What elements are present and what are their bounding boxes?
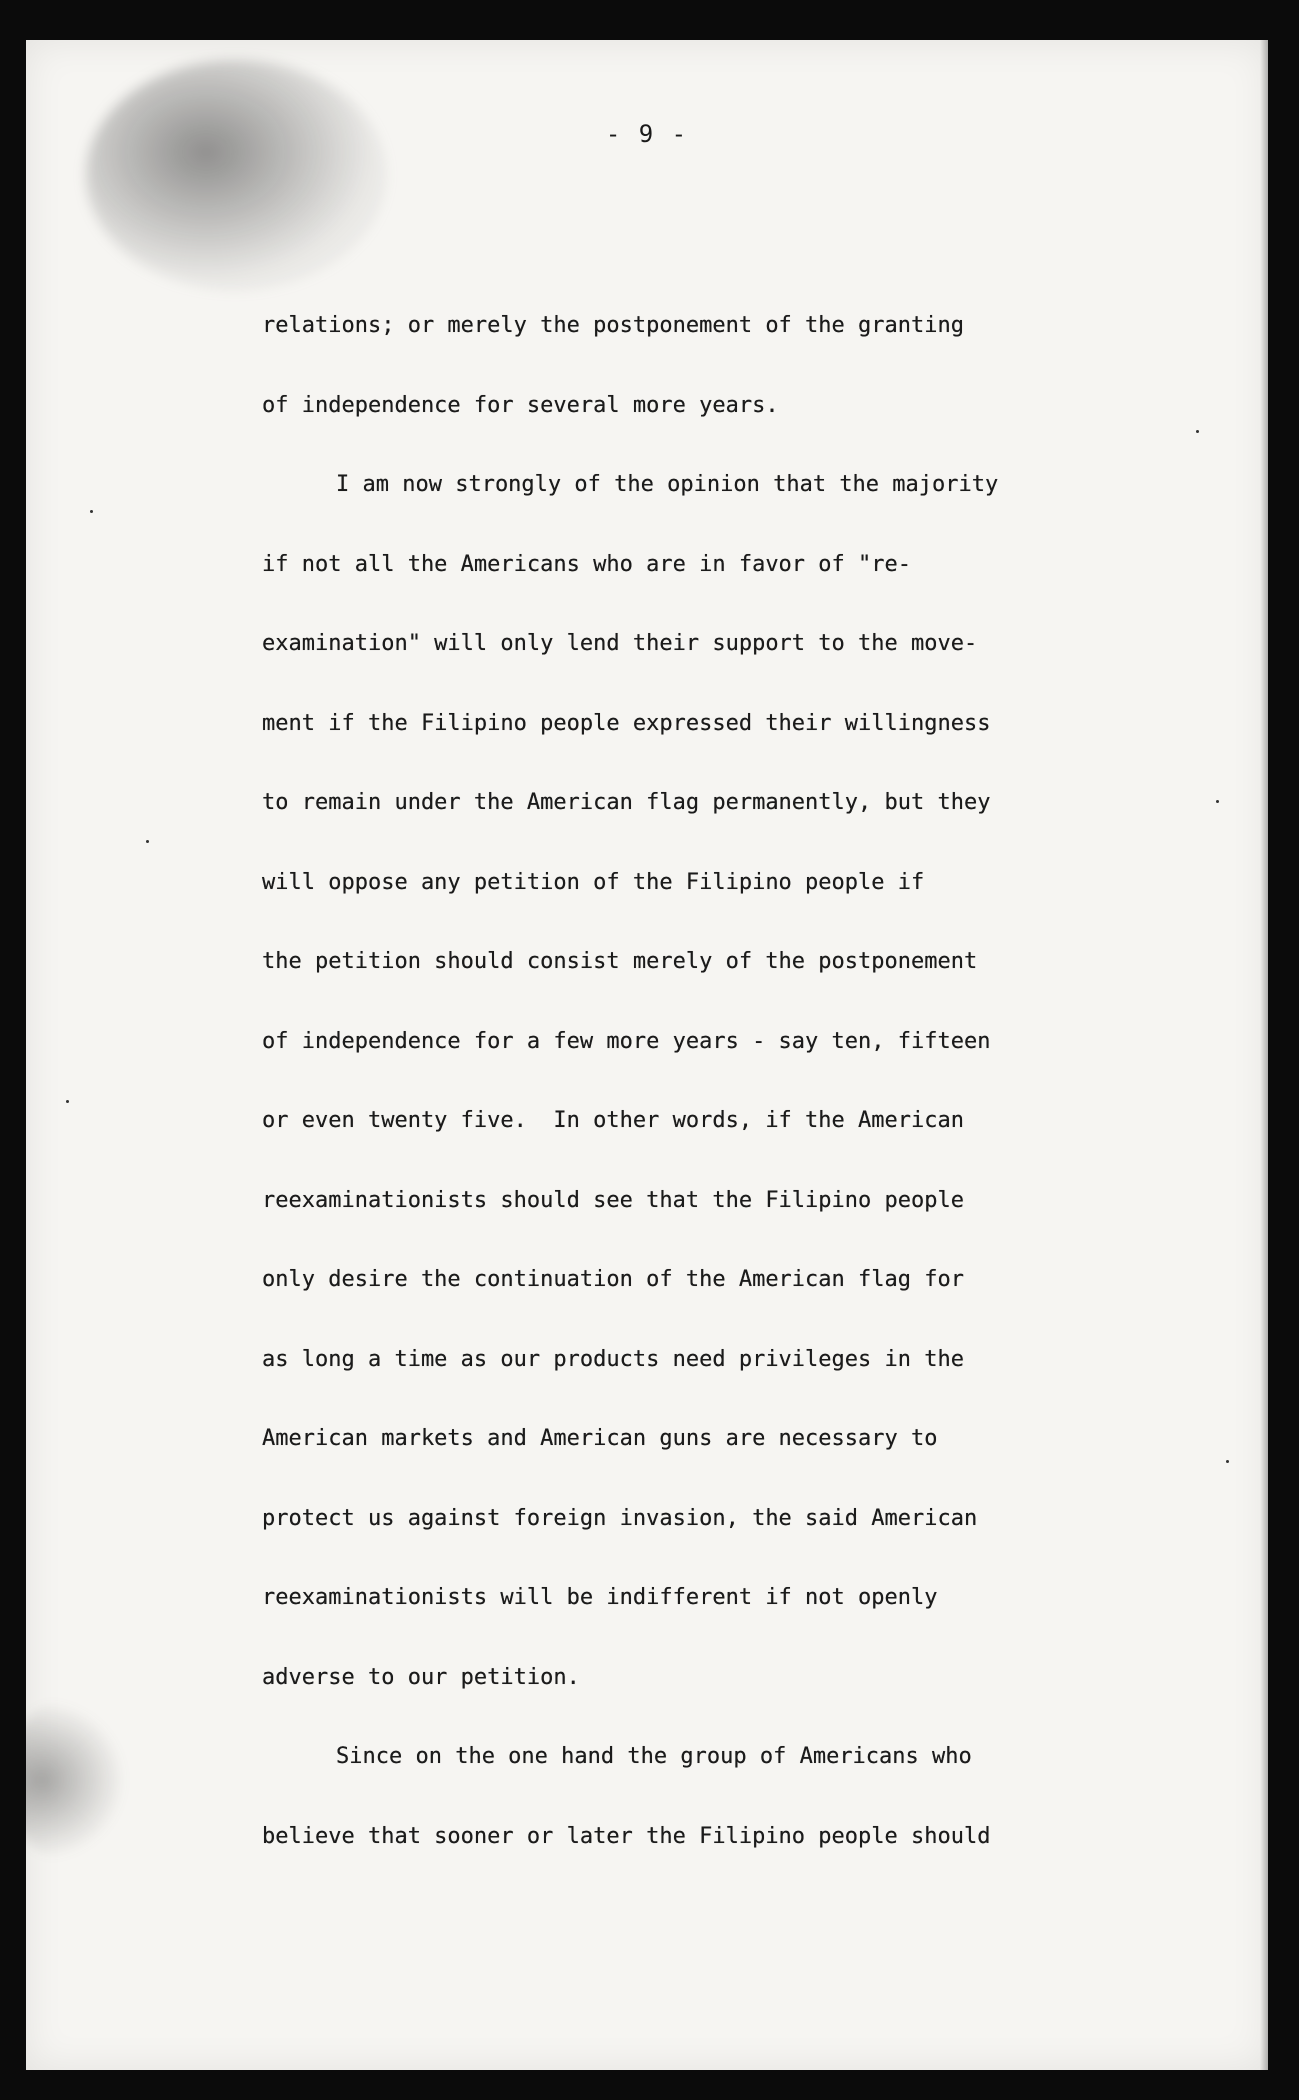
scan-speck	[146, 840, 149, 843]
text-line: believe that sooner or later the Filipino people should	[262, 1823, 991, 1849]
text-line: relations; or merely the postponement of the granting	[262, 313, 964, 338]
text-line: only desire the continuation of the American flag for	[262, 1267, 964, 1292]
text-line: reexaminationists will be indifferent if not openly	[262, 1585, 938, 1610]
scan-speck	[1226, 1460, 1229, 1463]
text-line: of independence for a few more years - say ten, fifteen	[262, 1028, 991, 1054]
text-line: the petition should consist merely of the postponement	[262, 949, 978, 974]
text-line: protect us against foreign invasion, the said American	[262, 1505, 978, 1531]
page-number: - 9 -	[605, 120, 689, 148]
text-line: of independence for several more years.	[262, 392, 779, 418]
paragraph-start-line: I am now strongly of the opinion that the majority	[336, 472, 999, 497]
body-text	[262, 286, 1162, 1876]
text-line: reexaminationists should see that the Filipino people	[262, 1187, 964, 1213]
text-line: as long a time as our products need privileges in the	[262, 1346, 964, 1372]
typewritten-page	[26, 40, 1268, 2070]
text-line: ment if the Filipino people expressed their willingness	[262, 710, 991, 736]
page-edge-shadow	[1260, 40, 1268, 2070]
text-line: will oppose any petition of the Filipino people if	[262, 869, 925, 895]
ink-smudge-lower	[26, 1700, 126, 1860]
ink-smudge	[86, 60, 386, 290]
paragraph-start-line: Since on the one hand the group of Americans who	[336, 1744, 972, 1769]
text-line: to remain under the American flag permanently, but they	[262, 790, 991, 815]
text-line: if not all the Americans who are in favor of "re-	[262, 551, 912, 577]
scan-speck	[1196, 430, 1199, 433]
scan-speck	[90, 510, 93, 513]
text-line: examination" will only lend their support to the move-	[262, 631, 978, 656]
text-line: or even twenty five. In other words, if the American	[262, 1108, 964, 1133]
scan-speck	[1216, 800, 1219, 803]
scan-speck	[66, 1100, 69, 1103]
text-line: American markets and American guns are necessary to	[262, 1426, 938, 1451]
text-line: adverse to our petition.	[262, 1664, 580, 1690]
